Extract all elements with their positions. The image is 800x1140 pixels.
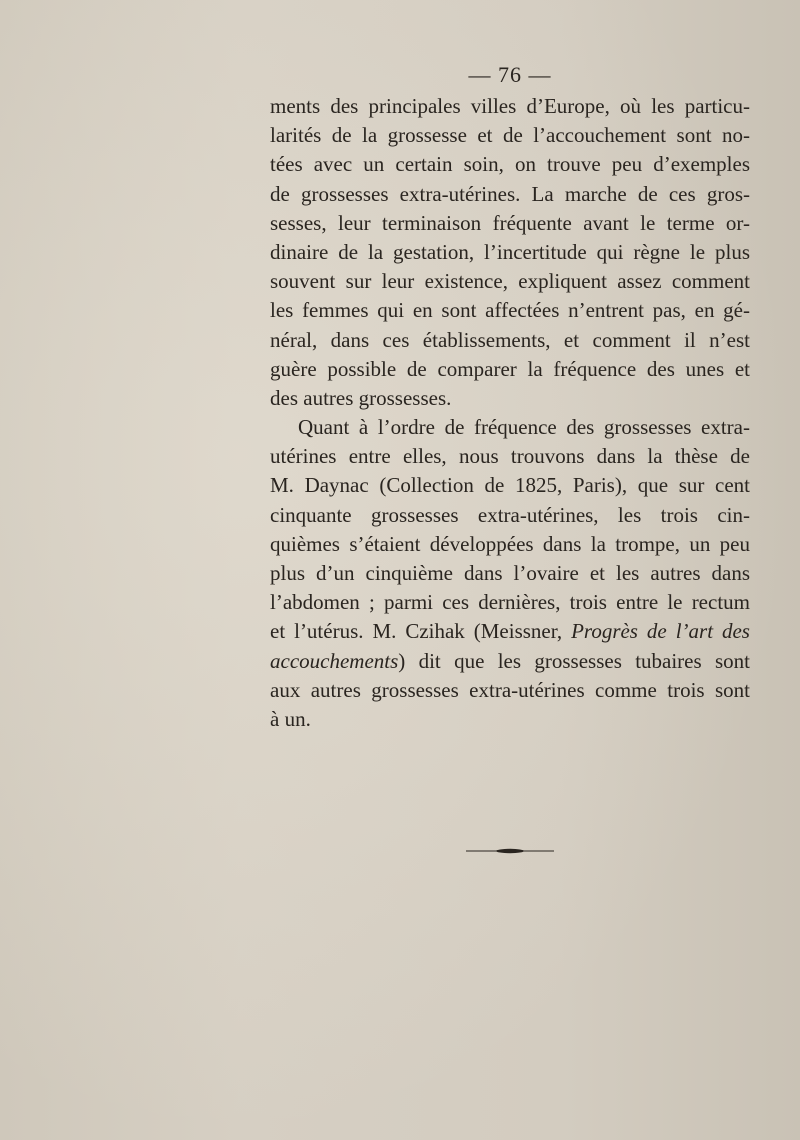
- text-line: souvent sur leur existence, expliquent assez comment: [270, 269, 750, 294]
- italic-title: accouchements: [270, 648, 399, 673]
- italic-title: Progrès de l’art des: [571, 619, 750, 644]
- text-line: sesses, leur terminaison fréquente avant le terme or-: [270, 210, 750, 235]
- text-line: guère possible de comparer la fréquence des unes et: [270, 356, 750, 381]
- text-line: l’abdomen ; parmi ces dernières, trois entre le rectum: [270, 590, 750, 615]
- text-line: M. Daynac (Collection de 1825, Paris), que sur cent: [270, 473, 750, 498]
- text-line: utérines entre elles, nous trouvons dans la thèse de: [270, 444, 750, 469]
- text-span: ) dit que les grossesses tubaires sont: [398, 648, 750, 673]
- text-line-mixed: [270, 647, 750, 676]
- ornamental-divider: [466, 848, 554, 852]
- text-span: et l’utérus. M. Czihak (Meissner,: [270, 619, 572, 644]
- text-line: néral, dans ces établissements, et comment il n’est: [270, 327, 750, 352]
- text-line: quièmes s’étaient développées dans la trompe, un peu: [270, 531, 750, 556]
- text-line: les femmes qui en sont affectées n’entrent pas, en gé-: [270, 298, 750, 323]
- text-line: des autres grossesses.: [270, 385, 452, 410]
- text-line: cinquante grossesses extra-utérines, les trois cin-: [270, 502, 750, 527]
- text-line: tées avec un certain soin, on trouve peu d’exemples: [270, 152, 750, 177]
- text-line: à un.: [270, 706, 311, 731]
- text-line: Quant à l’ordre de fréquence des grossesses extra-: [298, 415, 750, 440]
- text-line-mixed: [270, 617, 750, 646]
- text-line: plus d’un cinquième dans l’ovaire et les autres dans: [270, 561, 750, 585]
- text-line: ments des principales villes d’Europe, où les particu-: [270, 94, 750, 118]
- text-line: larités de la grossesse et de l’accouchement sont no-: [270, 123, 750, 148]
- text-line: de grossesses extra-utérines. La marche de ces gros-: [270, 181, 750, 206]
- text-line: dinaire de la gestation, l’incertitude qui règne le plus: [270, 239, 750, 264]
- page-number: — 76 —: [468, 62, 552, 87]
- body-text: [270, 92, 750, 734]
- text-line: aux autres grossesses extra-utérines comme trois sont: [270, 677, 750, 702]
- divider-ornament-icon: [466, 848, 554, 854]
